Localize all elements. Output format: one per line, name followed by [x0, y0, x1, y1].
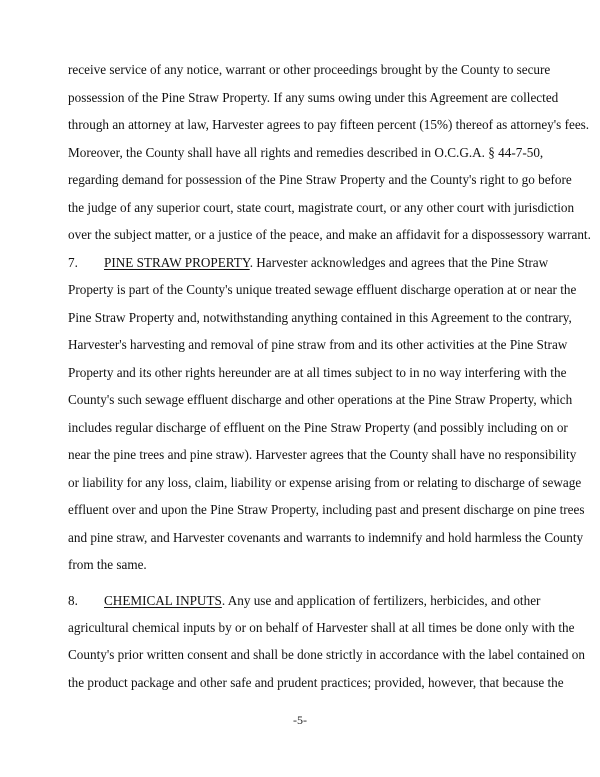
section-number: 7. — [68, 255, 78, 270]
text-line: receive service of any notice, warrant or other proceedings brought by the County to secure — [68, 62, 551, 77]
page-number: -5- — [293, 713, 307, 727]
text-line: from the same. — [68, 557, 147, 572]
text-line: the judge of any superior court, state court, magistrate court, or any other court with jurisdiction — [68, 200, 575, 215]
text-line: Property is part of the County's unique treated sewage effluent discharge operation at or near the — [68, 282, 577, 297]
text-line: through an attorney at law, Harvester agrees to pay fifteen percent (15%) thereof as attorney's fees. — [68, 117, 590, 132]
section-number: 8. — [68, 593, 78, 608]
text-line: near the pine trees and pine straw). Harvester agrees that the County shall have no responsibility — [68, 447, 577, 462]
text-line: Pine Straw Property and, notwithstanding anything contained in this Agreement to the contrary, — [68, 310, 572, 325]
text-line: possession of the Pine Straw Property. If any sums owing under this Agreement are collected — [68, 90, 559, 105]
text-line: Property and its other rights hereunder are at all times subject to in no way interfering with the — [68, 365, 567, 380]
text-line: or liability for any loss, claim, liability or expense arising from or relating to discharge of sewage — [68, 475, 582, 490]
section-heading: PINE STRAW PROPERTY — [104, 255, 250, 270]
section-text: . Harvester acknowledges and agrees that the Pine Straw — [249, 255, 549, 270]
text-line: effluent over and upon the Pine Straw Property, including past and present discharge on pine trees — [68, 502, 585, 517]
text-line: agricultural chemical inputs by or on behalf of Harvester shall at all times be done only with the — [68, 620, 575, 635]
text-line: Moreover, the County shall have all rights and remedies described in O.C.G.A. § 44-7-50, — [68, 145, 544, 160]
section-7-first-line — [68, 255, 549, 271]
text-line: and pine straw, and Harvester covenants and warrants to indemnify and hold harmless the County — [68, 530, 584, 545]
text-line: over the subject matter, or a justice of the peace, and make an affidavit for a dispossessory warrant. — [68, 227, 591, 242]
text-line: County's prior written consent and shall be done strictly in accordance with the label contained on — [68, 647, 585, 662]
text-line: the product package and other safe and prudent practices; provided, however, that because the — [68, 675, 564, 690]
text-line: includes regular discharge of effluent on the Pine Straw Property (and possibly including on or — [68, 420, 568, 435]
text-line: Harvester's harvesting and removal of pine straw from and its other activities at the Pine Straw — [68, 337, 568, 352]
section-heading: CHEMICAL INPUTS — [104, 593, 222, 608]
text-line: regarding demand for possession of the Pine Straw Property and the County's right to go before — [68, 172, 572, 187]
text-line: County's such sewage effluent discharge and other operations at the Pine Straw Property, which — [68, 392, 573, 407]
section-8-first-line — [68, 593, 541, 609]
section-text: . Any use and application of fertilizers, herbicides, and other — [221, 593, 541, 608]
